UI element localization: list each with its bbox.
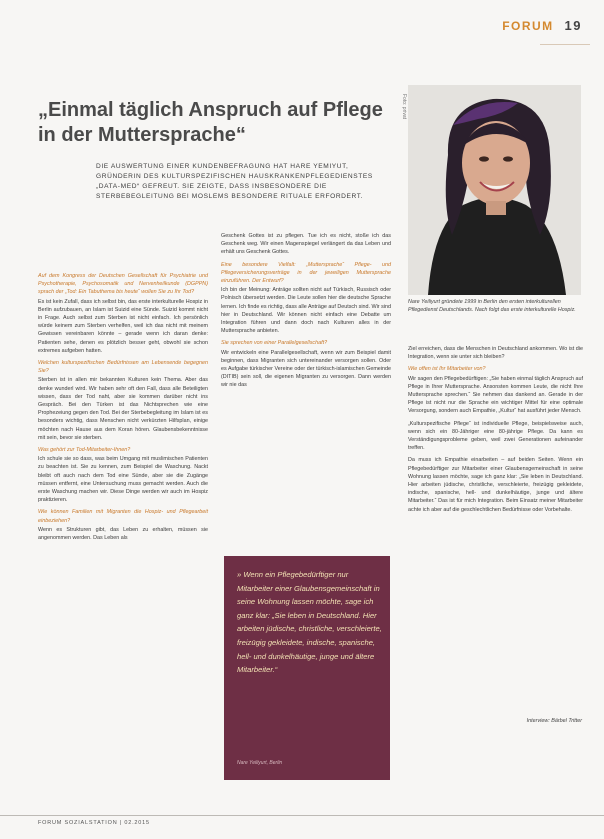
answer-text: Wenn es Strukturen gibt, das Leben zu erhalten, müssen sie angenommen werden. Das Leben als	[38, 526, 208, 542]
question-text: Wie offen ist Ihr Mitarbeiter von?	[408, 366, 486, 373]
qa-block	[408, 345, 583, 361]
answer-text: Ich bin der Meinung: Anträge sollten nicht auf Türkisch, Russisch oder Polnisch übersetzt werden. Die Leute sollen hier die deutsche Sprache lernen. Ich finde es richtig, dass alle Anträge auf Deutsch sind. Wir sind hier in Deutschland. Wir können nicht einfach eine Debatte um Integration führen und dann doch nach Kulturen alles in der Muttersprache anbieten.	[221, 287, 391, 335]
answer-text: Ich schule sie so dass, was beim Umgang mit muslimischen Patienten zu beachten ist. Sie zu kennen, zum Beispiel die Waschung. Nackt bleibt oft auch nach dem Tod eine Sünde, aber sie die Zugänge müssen entfernt, eine Untersuchung muss gemacht werden. Auch die erste Waschung machen wir. Diese Dinge werden wir auch im Hospiz praktizieren.	[38, 456, 208, 504]
article-column-3	[408, 345, 583, 518]
answer-text: Wir entwickeln eine Parallelgesellschaft, wenn wir zum Beispiel damit beginnen, dass Migranten sich untereinander versorgen sollen. Oder es Aufgabe türkischer Vereine oder der türkisch-islamischen Gemeinde (DITIB) sein soll, die eigenen Migranten zu versorgen. Dann werden wir nie das	[221, 349, 391, 389]
pull-quote-source: Nare Yeiliyurt, Berlin	[237, 760, 283, 766]
question-text: Eine besondere Vielfalt: „Muttersprache“ Pflege- und Pflegeversicherungsverträge in der jeweiligen Muttersprache einzuführen. Der Entwurf?	[221, 261, 391, 285]
section-header	[502, 18, 582, 33]
question-text: Was gehört zur Tod-Mitarbeiter-Ihnen?	[38, 447, 131, 454]
qa-block	[408, 420, 583, 453]
article-column-1	[38, 272, 208, 546]
answer-text: Ziel erreichen, dass die Menschen in Deutschland ankommen. Wo ist die Integration, wenn sie unter sich bleiben?	[408, 346, 583, 361]
answer-text: Es ist kein Zufall, dass ich selbst bin, das erste interkulturelle Hospiz in Berlin aufzubauen, an Islam ist Suizid eine Sünde. Suizid kommt nicht in Frage. Auch selbst zum Sterben ist nicht einfach. Ich persönlich würde keinem zum Sterben verhelfen, weil ich das nicht mit meinem Gewissen vereinbaren könnte – gerade wenn ich daran denke: Patienten sehe, denen es plötzlich besser geht, obwohl sie schon extremes aufgeben hatten.	[38, 298, 208, 354]
section-name: FORUM	[502, 19, 554, 33]
qa-block	[408, 456, 583, 513]
interview-credit: Interview: Bärbel Tritter	[526, 718, 582, 724]
qa-block	[221, 339, 391, 389]
qa-block	[38, 272, 208, 355]
question-text: Auf dem Kongress der Deutschen Gesellschaft für Psychiatrie und Psychotherapie, Psychosomatik und Nervenheilkunde (DGPPN) sprach der „Tod: Ein Tabuthema bis heute“ wollen Sie zu Ihr Tod?	[38, 273, 208, 296]
qa-block	[38, 446, 208, 504]
portrait-illustration	[408, 85, 581, 295]
answer-text: Geschenk Gottes ist zu pflegen. Tue ich es nicht, stoße ich das Geschenk weg. Wir einen Magenspiegel verlängert da das Leben und erhält uns Geschenk Gottes.	[221, 233, 391, 256]
answer-text: „Kulturspezifische Pflege“ ist individuelle Pflege, beispielsweise auch, wenn sich ein 80-Jähriger eine 80-jährige Pflege. Da kann es Verständigungsprobleme geben, weil zwei Generationen aufeinander treffen.	[408, 420, 583, 452]
question-text: Sie sprechen von einer Parallelgesellschaft?	[221, 340, 328, 347]
answer-text: Wir sagen den Pflegebedürftigen: „Sie haben einmal täglich Anspruch auf Pflege in Ihrer Muttersprache. Ansonsten kommen Leute, die nicht Ihre Muttersprache sprechen.“ Sie nehmen das dankend an. Gerade in der Pflege ist nicht nur die Sprache ein wichtiger Mittel für eine optimale Versorgung, sondern auch Empathie, „Kultur“ hat ausführt jeder Mensch.	[408, 375, 584, 415]
photo-credit: Foto: privat	[401, 94, 407, 120]
pull-quote-box	[224, 556, 390, 780]
question-text: Wie können Familien mit Migranten die Hospiz- und Pflegearbeit einbeziehen?	[38, 509, 208, 524]
article-headline: „Einmal täglich Anspruch auf Pflege in der Muttersprache“	[38, 99, 383, 146]
qa-block	[38, 359, 208, 442]
pull-quote-text: » Wenn ein Pflegebedürftiger nur Mitarbeiter einer Glaubensgemeinschaft in seine Wohnung lassen möchte, sage ich ganz klar: „Sie leben in Deutschland. Hier arbeiten jüdische, christliche, verschleierte, freizügig gekleidete, indische, spanische, hell- und dunkelhäutige, junge und ältere Mitarbeiter.“	[237, 570, 382, 675]
answer-text: Da muss ich Empathie einarbeiten – auf beiden Seiten. Wenn ein Pflegebedürftiger zur Mitarbeiter einer Glaubensgemeinschaft in seine Wohnung lassen möchte, sage ich ganz klar: „Sie leben in Deutschland. Hier arbeiten jüdische, christliche, verschleierte, freizügig gekleidete, indische, spanische, hell- und dunkelhäutige, junge und ältere Mitarbeiter.“ Das ist für mich Integration. Beim Einsatz meiner Mitarbeiter achte ich aber auf die geschlechtlichen Bedürfnisse oder Vorbehalte.	[408, 457, 583, 513]
page-number: 19	[564, 18, 582, 33]
qa-block	[221, 261, 391, 336]
qa-block	[38, 508, 208, 542]
qa-block	[408, 365, 583, 415]
article-lead: DIE AUSWERTUNG EINER KUNDENBEFRAGUNG HAT HARE YEMIYUT, GRÜNDERIN DES KULTURSPEZIFISCHEN HAUSKRANKENPFLEGEDIENSTES „DATA-MED“ GEFREUT. SIE ZEIGTE, DASS INSBESONDERE DIE STERBEBEGLEITUNG BEI MOSLEMS BESONDERE RITUALE ERFORDERT.	[96, 163, 373, 200]
header-rule	[540, 44, 590, 45]
page-footer: FORUM SOZIALSTATION | 02.2015	[38, 820, 150, 826]
photo-caption: Nare Yeiliyurt gründete 1999 in Berlin den ersten interkulturellen Pflegedienst Deutschlands. Nach folgt das erste interkulturelle Hospiz.	[408, 299, 576, 313]
question-text: Welchen kulturspezifischen Bedürfnissen am Lebensende begegnen Sie?	[38, 360, 208, 375]
answer-text: Sterben ist in allen mir bekannten Kulturen kein Thema. Aber das denke wunderl wird. Wir haben sehr oft den Fall, dass alle Beteiligten wissen, dass der Tod naht, aber sie kommen darüber nicht ins Gespräch. Bei den Türken ist das Nichtsprechen wie eine Prophezeiung gegen den Tod. Bei der Sterbebegleitung im Islam ist es besonders wichtig, dass Menschen nicht verkürzten Hilfsplan, einige möchten nach Hause aus dem Koran hören. Glaubensbekenntnisse mit sein, bevor sie sterben.	[38, 377, 208, 441]
article-column-2	[221, 232, 391, 394]
footer-rule	[0, 815, 604, 816]
qa-block	[221, 232, 391, 257]
portrait-photo	[408, 85, 581, 295]
